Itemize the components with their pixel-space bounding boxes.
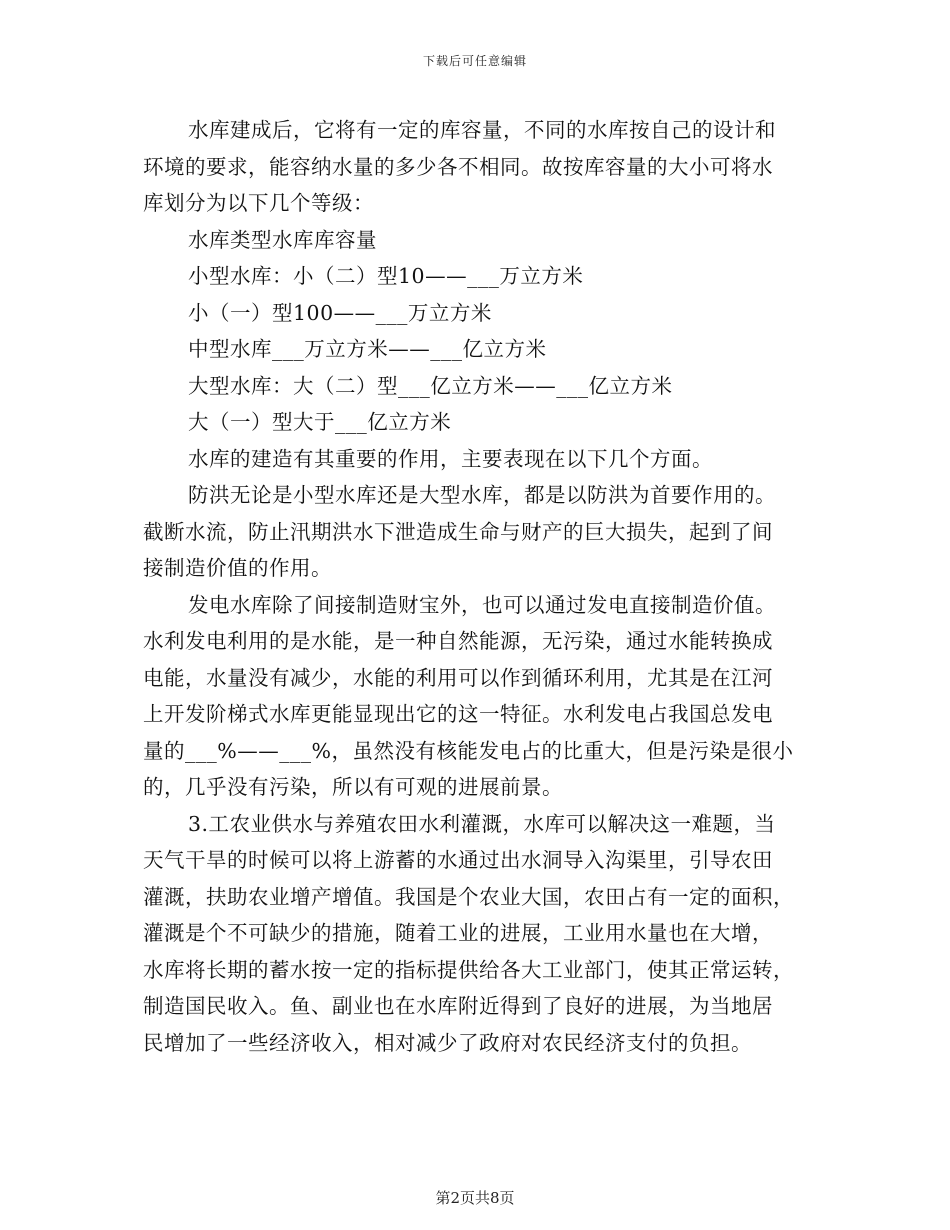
text-line: 水利发电利用的是水能，是一种自然能源，无污染，通过水能转换成: [143, 629, 773, 653]
text-line: 天气干旱的时候可以将上游蓄的水通过出水洞导入沟渠里，引导农田: [143, 848, 773, 872]
text-line: 大（一）型大于___亿立方米: [188, 410, 452, 434]
text-line: 小（一）型100——___万立方米: [188, 300, 492, 325]
text-line: 量的___%——___%，虽然没有核能发电占的比重大，但是污染是很小: [143, 738, 794, 763]
text-line: 水库类型水库库容量: [188, 227, 377, 252]
document-body: [143, 112, 811, 1061]
text-line: 防洪无论是小型水库还是大型水库，都是以防洪为首要作用的。: [188, 483, 776, 507]
text-line: 库划分为以下几个等级：: [143, 191, 374, 215]
text-line: 灌溉，扶助农业增产增值。我国是个农业大国，农田占有一定的面积，: [143, 884, 794, 909]
text-line: 接制造价值的作用。: [143, 556, 332, 580]
text-line: 中型水库___万立方米——___亿立方米: [188, 337, 547, 361]
text-line: 上开发阶梯式水库更能显现出它的这一特征。水利发电占我国总发电: [143, 702, 773, 726]
text-line: 灌溉是个不可缺少的措施，随着工业的进展，工业用水量也在大增，: [143, 921, 773, 945]
text-line: 截断水流，防止汛期洪水下泄造成生命与财产的巨大损失，起到了间: [143, 519, 773, 544]
page-header: 下载后可任意编辑: [422, 54, 527, 68]
text-line: 制造国民收入。鱼、副业也在水库附近得到了良好的进展，为当地居: [143, 994, 773, 1018]
text-line: 水库将长期的蓄水按一定的指标提供给各大工业部门，使其正常运转，: [143, 957, 794, 982]
page-number: 第2页共8页: [435, 1189, 515, 1207]
text-line: 环境的要求，能容纳水量的多少各不相同。故按库容量的大小可将水: [143, 154, 773, 179]
text-line: 大型水库：大（二）型___亿立方米——___亿立方米: [188, 373, 673, 398]
text-line: 电能，水量没有减少，水能的利用可以作到循环利用，尤其是在江河: [143, 665, 773, 690]
text-line: 民增加了一些经济收入，相对减少了政府对农民经济支付的负担。: [143, 1030, 752, 1055]
text-line: 发电水库除了间接制造财宝外，也可以通过发电直接制造价值。: [188, 592, 776, 617]
text-line: 的，几乎没有污染，所以有可观的进展前景。: [143, 775, 563, 799]
text-line: 小型水库：小（二）型10——___万立方米: [188, 264, 584, 288]
text-line: 水库建成后，它将有一定的库容量，不同的水库按自己的设计和: [188, 118, 776, 142]
text-line: 水库的建造有其重要的作用，主要表现在以下几个方面。: [188, 446, 713, 471]
text-line: 3.工农业供水与养殖农田水利灌溉，水库可以解决这一难题，当: [188, 811, 776, 836]
